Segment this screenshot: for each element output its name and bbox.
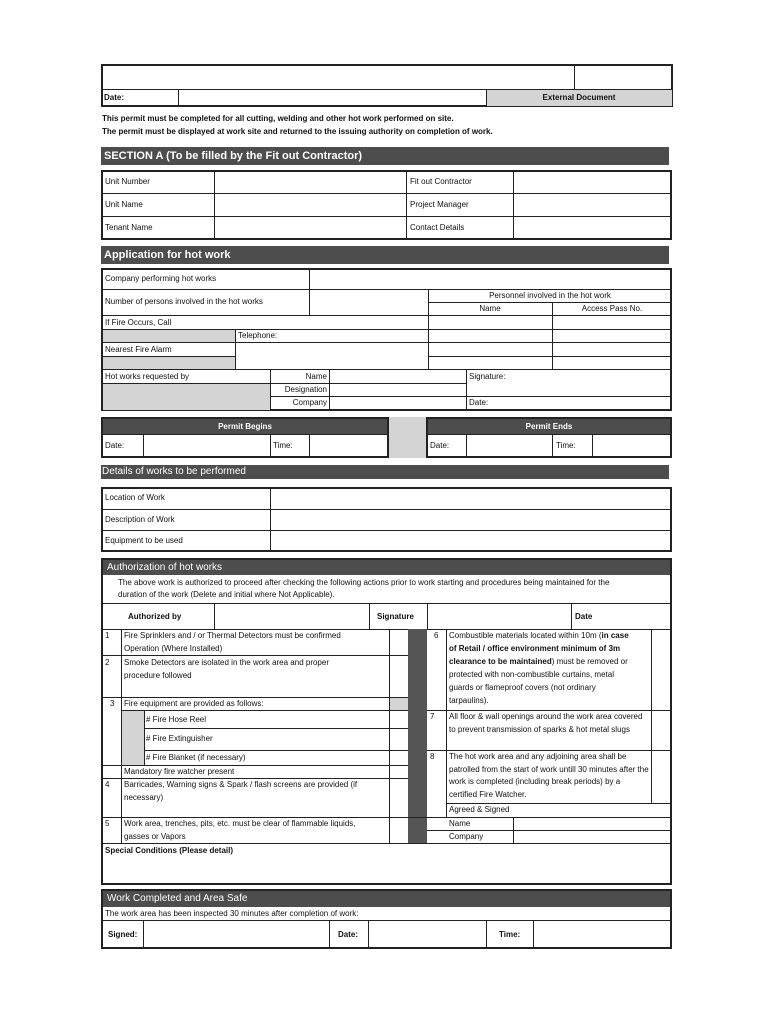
fire-blanket-label: # Fire Blanket (if necessary) xyxy=(146,753,246,762)
item-1-num: 1 xyxy=(105,631,110,640)
intro-line-1: This permit must be completed for all cutting, welding and other hot work performed on site. xyxy=(102,114,454,123)
fire-watcher-label: Mandatory fire watcher present xyxy=(124,767,235,776)
description-label: Description of Work xyxy=(105,515,175,524)
section-a-table xyxy=(101,170,672,240)
fire-extinguisher-label: # Fire Extinguisher xyxy=(146,734,213,743)
application-title: Application for hot work xyxy=(101,246,669,264)
company-performing-label: Company performing hot works xyxy=(105,274,217,283)
tenant-name-label: Tenant Name xyxy=(105,223,153,232)
external-document-label: External Document xyxy=(542,93,616,102)
authorization-intro-1: The above work is authorized to proceed after checking the following actions prior to work starting and procedures being maintained for the xyxy=(118,578,610,587)
item-4-num: 4 xyxy=(105,780,110,789)
agreed-company-label: Company xyxy=(449,832,484,841)
item-7-num: 7 xyxy=(430,712,435,721)
authorized-by-label: Authorized by xyxy=(128,612,182,621)
agreed-signed-label: Agreed & Signed xyxy=(449,805,510,814)
item-2-line-1: Smoke Detectors are isolated in the work area and proper xyxy=(124,658,329,667)
item-6-line-2: of Retail / office environment minimum of 3m xyxy=(449,644,621,653)
fitout-contractor-label: Fit out Contractor xyxy=(410,177,472,186)
auth-date-label: Date xyxy=(575,612,593,621)
checklist-divider-column xyxy=(408,629,427,843)
details-table xyxy=(101,487,672,552)
requester-date-label: Date: xyxy=(469,398,489,407)
item-3-num: 3 xyxy=(110,699,115,708)
project-manager-label: Project Manager xyxy=(410,200,469,209)
requester-signature-label: Signature: xyxy=(469,372,506,381)
item-4-line-2: necessary) xyxy=(124,793,164,802)
item-2-num: 2 xyxy=(105,658,110,667)
special-conditions-label: Special Conditions (Please detail) xyxy=(105,846,234,855)
item-6-line-4: protected with non-combustible curtains, metal xyxy=(449,670,614,679)
personnel-pass-col: Access Pass No. xyxy=(581,304,643,313)
telephone-label: Telephone: xyxy=(238,331,278,340)
permit-begins-date-label: Date: xyxy=(105,441,125,450)
requester-name-label: Name xyxy=(305,372,327,381)
item-6-line-5: guards or flameproof covers (not ordinary xyxy=(449,683,596,692)
item-8-num: 8 xyxy=(430,752,435,761)
auth-signature-label: Signature xyxy=(377,612,414,621)
permit-begins-time-label: Time: xyxy=(273,441,293,450)
requester-company-label: Company xyxy=(292,398,327,407)
equipment-label: Equipment to be used xyxy=(105,536,183,545)
item-5-num: 5 xyxy=(105,819,110,828)
personnel-header: Personnel involved in the hot work xyxy=(489,291,611,300)
fire-hose-label: # Fire Hose Reel xyxy=(146,715,207,724)
completed-signed-label: Signed: xyxy=(108,930,138,939)
contact-details-label: Contact Details xyxy=(410,223,465,232)
completed-text: The work area has been inspected 30 minutes after completion of work: xyxy=(105,909,359,918)
unit-name-label: Unit Name xyxy=(105,200,143,209)
item-1-line-1: Fire Sprinklers and / or Thermal Detectors must be confirmed xyxy=(124,631,341,640)
details-title: Details of works to be performed xyxy=(101,465,669,479)
requested-by-label: Hot works requested by xyxy=(105,372,190,381)
item-8-text: The hot work area and any adjoining area shall be patrolled from the start of work untill 30 minutes after the work is completed (including break periods) by a certified Fire Watcher. xyxy=(449,752,649,799)
num-persons-label: Number of persons involved in the hot works xyxy=(105,297,263,306)
permit-ends-time-label: Time: xyxy=(556,441,576,450)
permit-ends-date-label: Date: xyxy=(430,441,450,450)
if-fire-label: If Fire Occurs, Call xyxy=(105,318,172,327)
permit-begins-label: Permit Begins xyxy=(103,419,387,434)
item-1-line-2: Operation (Where Installed) xyxy=(124,644,223,653)
completed-title: Work Completed and Area Safe xyxy=(103,891,670,907)
completed-date-label: Date: xyxy=(338,930,359,939)
item-5-line-1: Work area, trenches, pits, etc. must be clear of flammable liquids, xyxy=(124,819,356,828)
item-5-line-2: gasses or Vapors xyxy=(124,832,186,841)
section-a-title: SECTION A (To be filled by the Fit out Contractor) xyxy=(101,147,669,165)
personnel-name-col: Name xyxy=(479,304,501,313)
agreed-name-label: Name xyxy=(449,819,471,828)
requester-designation-label: Designation xyxy=(284,385,327,394)
authorization-intro-2: duration of the work (Delete and initial where Not Applicable). xyxy=(118,590,335,599)
item-6-num: 6 xyxy=(434,631,439,640)
permit-separator xyxy=(389,417,426,458)
item-6-line-1: Combustible materials located within 10m (in case xyxy=(449,631,629,640)
item-2-line-2: procedure followed xyxy=(124,671,192,680)
unit-number-label: Unit Number xyxy=(105,177,150,186)
completed-time-label: Time: xyxy=(499,930,521,939)
nearest-alarm-label: Nearest Fire Alarm xyxy=(105,345,172,354)
item-4-line-1: Barricades, Warning signs & Spark / flash screens are provided (if xyxy=(124,780,358,789)
authorization-title: Authorization of hot works xyxy=(103,560,670,575)
item-7-text: All floor & wall openings around the work area covered to prevent transmission of sparks & hot metal slugs xyxy=(449,712,643,734)
location-label: Location of Work xyxy=(105,493,165,502)
item-3-line-1: Fire equipment are provided as follows: xyxy=(124,699,264,708)
item-6-line-3: clearance to be maintained) must be removed or xyxy=(449,657,628,666)
item-6-line-6: tarpaulins). xyxy=(449,696,489,705)
header-date-label: Date: xyxy=(104,93,125,102)
intro-line-2: The permit must be displayed at work site and returned to the issuing authority on completion of work. xyxy=(102,127,493,136)
permit-ends-label: Permit Ends xyxy=(428,419,670,434)
